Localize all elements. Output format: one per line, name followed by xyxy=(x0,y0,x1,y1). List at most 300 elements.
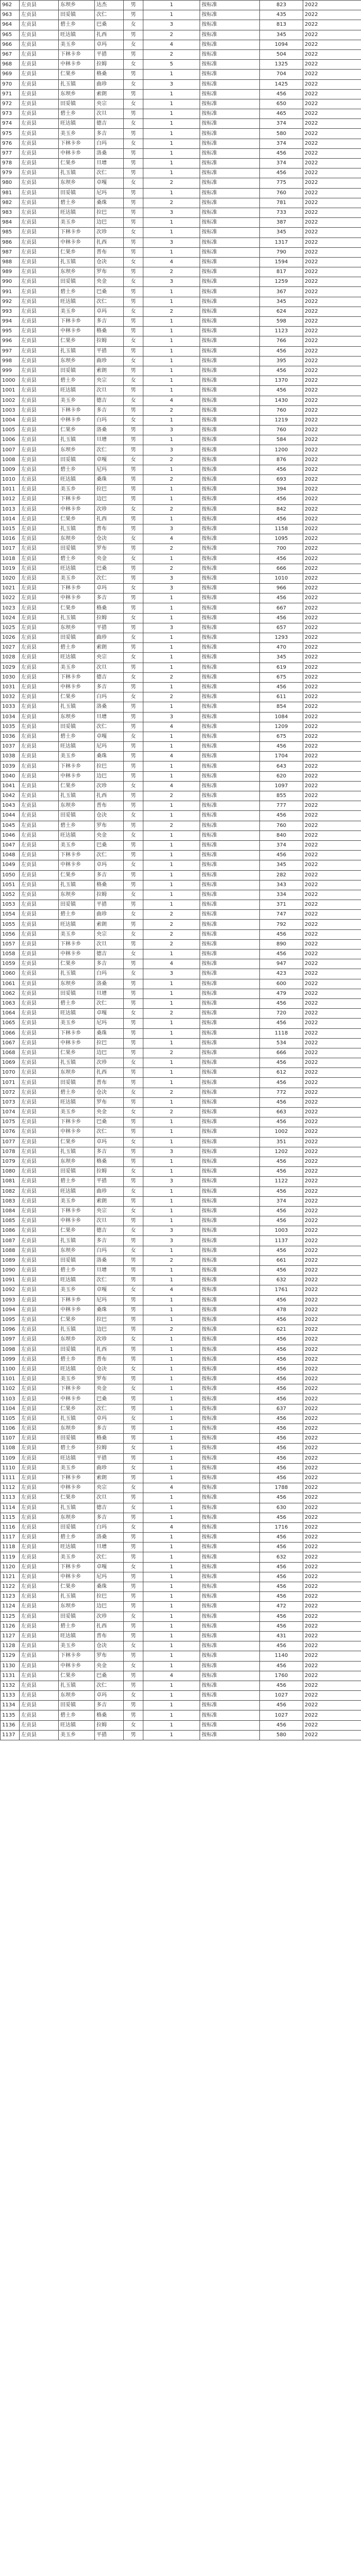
name-cell: 白玛 xyxy=(95,1522,124,1532)
assistance-type-cell: 按标准 xyxy=(200,722,260,732)
amount-cell: 598 xyxy=(260,317,303,327)
name-cell: 格桑 xyxy=(95,327,124,336)
township-cell: 扎玉镇 xyxy=(59,1058,95,1068)
table-row xyxy=(1,1533,361,1543)
assistance-type-cell: 按标准 xyxy=(200,1009,260,1019)
note-cell: 2022 xyxy=(303,1434,361,1444)
gender-cell: 女 xyxy=(124,119,143,129)
assistance-type-cell: 按标准 xyxy=(200,317,260,327)
row-number-cell: 1019 xyxy=(1,564,20,573)
note-cell: 2022 xyxy=(303,653,361,663)
assistance-type-cell: 按标准 xyxy=(200,1335,260,1345)
household-count-cell: 1 xyxy=(143,386,200,396)
row-number-cell: 1010 xyxy=(1,475,20,485)
gender-cell: 男 xyxy=(124,1592,143,1602)
note-cell: 2022 xyxy=(303,732,361,741)
note-cell: 2022 xyxy=(303,327,361,336)
household-count-cell: 1 xyxy=(143,702,200,712)
household-count-cell: 1 xyxy=(143,1315,200,1325)
name-cell: 罗布 xyxy=(95,1651,124,1661)
note-cell: 2022 xyxy=(303,870,361,880)
gender-cell: 男 xyxy=(124,1543,143,1552)
name-cell: 次仁 xyxy=(95,1276,124,1285)
note-cell: 2022 xyxy=(303,1503,361,1513)
name-cell: 洛桑 xyxy=(95,148,124,158)
township-cell: 田妥镇 xyxy=(59,811,95,821)
gender-cell: 女 xyxy=(124,376,143,386)
gender-cell: 男 xyxy=(124,1533,143,1543)
table-row xyxy=(1,584,361,594)
township-cell: 田妥镇 xyxy=(59,1434,95,1444)
township-cell: 碧土乡 xyxy=(59,1533,95,1543)
household-count-cell: 1 xyxy=(143,485,200,495)
name-cell: 桑珠 xyxy=(95,198,124,208)
note-cell: 2022 xyxy=(303,1078,361,1088)
row-number-cell: 990 xyxy=(1,277,20,287)
household-count-cell: 3 xyxy=(143,712,200,722)
gender-cell: 女 xyxy=(124,1522,143,1532)
note-cell: 2022 xyxy=(303,1641,361,1651)
amount-cell: 456 xyxy=(260,1157,303,1166)
gender-cell: 男 xyxy=(124,485,143,495)
county-cell: 左贡县 xyxy=(20,376,59,386)
name-cell: 次珍 xyxy=(95,1335,124,1345)
amount-cell: 675 xyxy=(260,672,303,682)
household-count-cell: 3 xyxy=(143,1177,200,1187)
note-cell: 2022 xyxy=(303,890,361,900)
assistance-type-cell: 按标准 xyxy=(200,1196,260,1206)
household-count-cell: 1 xyxy=(143,1394,200,1404)
name-cell: 罗布 xyxy=(95,544,124,554)
name-cell: 次仁 xyxy=(95,297,124,307)
household-count-cell: 1 xyxy=(143,336,200,346)
gender-cell: 男 xyxy=(124,267,143,277)
county-cell: 左贡县 xyxy=(20,70,59,79)
amount-cell: 456 xyxy=(260,950,303,959)
name-cell: 普布 xyxy=(95,1078,124,1088)
township-cell: 扎玉镇 xyxy=(59,1325,95,1335)
row-number-cell: 977 xyxy=(1,148,20,158)
amount-cell: 456 xyxy=(260,594,303,603)
household-count-cell: 2 xyxy=(143,475,200,485)
row-number-cell: 1063 xyxy=(1,998,20,1008)
row-number-cell: 968 xyxy=(1,60,20,70)
household-count-cell: 4 xyxy=(143,1285,200,1295)
household-count-cell: 1 xyxy=(143,1701,200,1710)
household-count-cell: 1 xyxy=(143,860,200,870)
assistance-type-cell: 按标准 xyxy=(200,188,260,198)
amount-cell: 456 xyxy=(260,1187,303,1196)
table-row xyxy=(1,1375,361,1384)
name-cell: 卓玛 xyxy=(95,307,124,316)
gender-cell: 男 xyxy=(124,1424,143,1434)
table-row xyxy=(1,524,361,534)
township-cell: 碧土乡 xyxy=(59,376,95,386)
gender-cell: 女 xyxy=(124,1058,143,1068)
county-cell: 左贡县 xyxy=(20,60,59,70)
household-count-cell: 3 xyxy=(143,445,200,455)
gender-cell: 女 xyxy=(124,336,143,346)
note-cell: 2022 xyxy=(303,1305,361,1315)
household-count-cell: 3 xyxy=(143,1226,200,1236)
township-cell: 中林卡乡 xyxy=(59,504,95,514)
row-number-cell: 1023 xyxy=(1,603,20,613)
amount-cell: 478 xyxy=(260,1305,303,1315)
gender-cell: 男 xyxy=(124,1701,143,1710)
table-row xyxy=(1,1354,361,1364)
note-cell: 2022 xyxy=(303,1325,361,1335)
county-cell: 左贡县 xyxy=(20,129,59,139)
name-cell: 卓玛 xyxy=(95,860,124,870)
assistance-type-cell: 按标准 xyxy=(200,208,260,217)
county-cell: 左贡县 xyxy=(20,1414,59,1423)
township-cell: 田妥镇 xyxy=(59,1522,95,1532)
row-number-cell: 966 xyxy=(1,40,20,49)
county-cell: 左贡县 xyxy=(20,1048,59,1058)
table-row xyxy=(1,1325,361,1335)
amount-cell: 1027 xyxy=(260,1691,303,1701)
row-number-cell: 964 xyxy=(1,20,20,30)
amount-cell: 367 xyxy=(260,287,303,297)
name-cell: 拉巴 xyxy=(95,761,124,771)
note-cell: 2022 xyxy=(303,514,361,524)
table-row xyxy=(1,1582,361,1592)
gender-cell: 女 xyxy=(124,307,143,316)
gender-cell: 男 xyxy=(124,129,143,139)
county-cell: 左贡县 xyxy=(20,840,59,850)
township-cell: 碧土乡 xyxy=(59,1621,95,1631)
table-row xyxy=(1,495,361,504)
township-cell: 旺达镇 xyxy=(59,1009,95,1019)
assistance-type-cell: 按标准 xyxy=(200,1167,260,1177)
township-cell: 旺达镇 xyxy=(59,1276,95,1285)
gender-cell: 男 xyxy=(124,1651,143,1661)
table-row xyxy=(1,89,361,99)
note-cell: 2022 xyxy=(303,129,361,139)
township-cell: 东坝乡 xyxy=(59,445,95,455)
table-row xyxy=(1,1216,361,1226)
row-number-cell: 1030 xyxy=(1,672,20,682)
row-number-cell: 1028 xyxy=(1,653,20,663)
assistance-type-cell: 按标准 xyxy=(200,860,260,870)
name-cell: 扎西 xyxy=(95,1621,124,1631)
row-number-cell: 1041 xyxy=(1,781,20,791)
assistance-type-cell: 按标准 xyxy=(200,455,260,465)
township-cell: 田妥镇 xyxy=(59,544,95,554)
assistance-type-cell: 按标准 xyxy=(200,1088,260,1097)
assistance-type-cell: 按标准 xyxy=(200,1127,260,1137)
note-cell: 2022 xyxy=(303,831,361,840)
name-cell: 央金 xyxy=(95,554,124,564)
gender-cell: 男 xyxy=(124,1097,143,1107)
row-number-cell: 1085 xyxy=(1,1216,20,1226)
township-cell: 扎玉镇 xyxy=(59,524,95,534)
township-cell: 中林卡乡 xyxy=(59,682,95,692)
assistance-type-cell: 按标准 xyxy=(200,1404,260,1414)
table-row xyxy=(1,1562,361,1572)
household-count-cell: 1 xyxy=(143,1335,200,1345)
amount-cell: 760 xyxy=(260,405,303,415)
township-cell: 中林卡乡 xyxy=(59,860,95,870)
note-cell: 2022 xyxy=(303,682,361,692)
assistance-type-cell: 按标准 xyxy=(200,1444,260,1453)
amount-cell: 1425 xyxy=(260,79,303,89)
assistance-type-cell: 按标准 xyxy=(200,10,260,20)
assistance-type-cell: 按标准 xyxy=(200,1621,260,1631)
household-count-cell: 2 xyxy=(143,564,200,573)
note-cell: 2022 xyxy=(303,504,361,514)
township-cell: 下林卡乡 xyxy=(59,405,95,415)
table-row xyxy=(1,1681,361,1690)
household-count-cell: 1 xyxy=(143,594,200,603)
name-cell: 平措 xyxy=(95,623,124,633)
note-cell: 2022 xyxy=(303,840,361,850)
table-row xyxy=(1,1671,361,1681)
note-cell: 2022 xyxy=(303,79,361,89)
table-row xyxy=(1,811,361,821)
table-row xyxy=(1,1720,361,1730)
township-cell: 中林卡乡 xyxy=(59,1038,95,1048)
gender-cell: 男 xyxy=(124,10,143,20)
household-count-cell: 1 xyxy=(143,1562,200,1572)
name-cell: 德吉 xyxy=(95,950,124,959)
amount-cell: 1094 xyxy=(260,40,303,49)
note-cell: 2022 xyxy=(303,811,361,821)
table-row xyxy=(1,504,361,514)
table-row xyxy=(1,1483,361,1493)
table-row xyxy=(1,1691,361,1701)
name-cell: 白玛 xyxy=(95,139,124,148)
table-row xyxy=(1,900,361,910)
amount-cell: 612 xyxy=(260,1068,303,1078)
assistance-type-cell: 按标准 xyxy=(200,1019,260,1028)
household-count-cell: 1 xyxy=(143,1513,200,1522)
row-number-cell: 1012 xyxy=(1,495,20,504)
row-number-cell: 993 xyxy=(1,307,20,316)
amount-cell: 766 xyxy=(260,336,303,346)
table-row xyxy=(1,1196,361,1206)
township-cell: 碧土乡 xyxy=(59,1444,95,1453)
note-cell: 2022 xyxy=(303,1612,361,1621)
row-number-cell: 1130 xyxy=(1,1661,20,1671)
assistance-type-cell: 按标准 xyxy=(200,742,260,752)
table-row xyxy=(1,950,361,959)
assistance-type-cell: 按标准 xyxy=(200,1364,260,1374)
amount-cell: 374 xyxy=(260,119,303,129)
county-cell: 左贡县 xyxy=(20,1117,59,1127)
assistance-type-cell: 按标准 xyxy=(200,1631,260,1641)
household-count-cell: 1 xyxy=(143,633,200,643)
assistance-type-cell: 按标准 xyxy=(200,1641,260,1651)
household-count-cell: 2 xyxy=(143,1325,200,1335)
township-cell: 扎玉镇 xyxy=(59,702,95,712)
household-count-cell: 3 xyxy=(143,238,200,247)
name-cell: 德吉 xyxy=(95,1226,124,1236)
name-cell: 央金 xyxy=(95,1661,124,1671)
township-cell: 扎玉镇 xyxy=(59,257,95,267)
amount-cell: 760 xyxy=(260,821,303,831)
note-cell: 2022 xyxy=(303,692,361,702)
row-number-cell: 1107 xyxy=(1,1434,20,1444)
gender-cell: 男 xyxy=(124,1602,143,1612)
township-cell: 下林卡乡 xyxy=(59,1473,95,1483)
county-cell: 左贡县 xyxy=(20,1266,59,1276)
amount-cell: 456 xyxy=(260,1621,303,1631)
name-cell: 旦增 xyxy=(95,159,124,168)
name-cell: 次旦 xyxy=(95,109,124,119)
county-cell: 左贡县 xyxy=(20,1216,59,1226)
assistance-type-cell: 按标准 xyxy=(200,1295,260,1305)
gender-cell: 男 xyxy=(124,1276,143,1285)
gender-cell: 男 xyxy=(124,317,143,327)
amount-cell: 1010 xyxy=(260,573,303,583)
township-cell: 碧土乡 xyxy=(59,109,95,119)
assistance-type-cell: 按标准 xyxy=(200,267,260,277)
row-number-cell: 1036 xyxy=(1,732,20,741)
name-cell: 次旦 xyxy=(95,939,124,949)
note-cell: 2022 xyxy=(303,1463,361,1473)
township-cell: 碧土乡 xyxy=(59,1710,95,1720)
township-cell: 下林卡乡 xyxy=(59,317,95,327)
row-number-cell: 1042 xyxy=(1,791,20,801)
county-cell: 左贡县 xyxy=(20,801,59,811)
amount-cell: 479 xyxy=(260,989,303,998)
household-count-cell: 1 xyxy=(143,732,200,741)
row-number-cell: 992 xyxy=(1,297,20,307)
table-row xyxy=(1,929,361,939)
gender-cell: 女 xyxy=(124,1444,143,1453)
note-cell: 2022 xyxy=(303,663,361,672)
household-count-cell: 1 xyxy=(143,1453,200,1463)
gender-cell: 男 xyxy=(124,1354,143,1364)
row-number-cell: 1095 xyxy=(1,1315,20,1325)
row-number-cell: 1113 xyxy=(1,1493,20,1503)
household-count-cell: 1 xyxy=(143,465,200,474)
row-number-cell: 997 xyxy=(1,346,20,356)
gender-cell: 男 xyxy=(124,1117,143,1127)
amount-cell: 456 xyxy=(260,168,303,178)
amount-cell: 456 xyxy=(260,1295,303,1305)
amount-cell: 840 xyxy=(260,831,303,840)
assistance-type-cell: 按标准 xyxy=(200,504,260,514)
amount-cell: 704 xyxy=(260,70,303,79)
row-number-cell: 962 xyxy=(1,1,20,10)
row-number-cell: 1011 xyxy=(1,485,20,495)
note-cell: 2022 xyxy=(303,781,361,791)
row-number-cell: 1060 xyxy=(1,969,20,979)
row-number-cell: 1115 xyxy=(1,1513,20,1522)
table-row xyxy=(1,49,361,59)
row-number-cell: 1078 xyxy=(1,1147,20,1157)
amount-cell: 813 xyxy=(260,20,303,30)
county-cell: 左贡县 xyxy=(20,1038,59,1048)
note-cell: 2022 xyxy=(303,910,361,920)
household-count-cell: 1 xyxy=(143,435,200,445)
row-number-cell: 1088 xyxy=(1,1246,20,1256)
note-cell: 2022 xyxy=(303,376,361,386)
name-cell: 卓嘎 xyxy=(95,1562,124,1572)
gender-cell: 女 xyxy=(124,613,143,623)
gender-cell: 男 xyxy=(124,405,143,415)
row-number-cell: 1090 xyxy=(1,1266,20,1276)
note-cell: 2022 xyxy=(303,307,361,316)
note-cell: 2022 xyxy=(303,771,361,781)
name-cell: 多吉 xyxy=(95,405,124,415)
row-number-cell: 983 xyxy=(1,208,20,217)
name-cell: 扎西 xyxy=(95,1345,124,1354)
gender-cell: 男 xyxy=(124,959,143,969)
amount-cell: 456 xyxy=(260,1097,303,1107)
row-number-cell: 1087 xyxy=(1,1236,20,1246)
note-cell: 2022 xyxy=(303,178,361,188)
township-cell: 中林卡乡 xyxy=(59,415,95,425)
household-count-cell: 3 xyxy=(143,426,200,435)
note-cell: 2022 xyxy=(303,366,361,376)
gender-cell: 女 xyxy=(124,929,143,939)
table-row xyxy=(1,1068,361,1078)
amount-cell: 456 xyxy=(260,1058,303,1068)
row-number-cell: 1037 xyxy=(1,742,20,752)
amount-cell: 1095 xyxy=(260,534,303,544)
assistance-type-cell: 按标准 xyxy=(200,376,260,386)
note-cell: 2022 xyxy=(303,712,361,722)
row-number-cell: 1050 xyxy=(1,870,20,880)
row-number-cell: 1108 xyxy=(1,1444,20,1453)
gender-cell: 男 xyxy=(124,495,143,504)
amount-cell: 1097 xyxy=(260,781,303,791)
county-cell: 左贡县 xyxy=(20,929,59,939)
township-cell: 中林卡乡 xyxy=(59,60,95,70)
township-cell: 东坝乡 xyxy=(59,1424,95,1434)
assistance-type-cell: 按标准 xyxy=(200,426,260,435)
table-row xyxy=(1,79,361,89)
assistance-type-cell: 按标准 xyxy=(200,1533,260,1543)
table-row xyxy=(1,307,361,316)
household-count-cell: 1 xyxy=(143,109,200,119)
township-cell: 仁果乡 xyxy=(59,1493,95,1503)
row-number-cell: 1025 xyxy=(1,623,20,633)
name-cell: 次仁 xyxy=(95,722,124,732)
table-row xyxy=(1,455,361,465)
note-cell: 2022 xyxy=(303,1345,361,1354)
note-cell: 2022 xyxy=(303,405,361,415)
name-cell: 白玛 xyxy=(95,1246,124,1256)
household-count-cell: 1 xyxy=(143,119,200,129)
table-row xyxy=(1,396,361,405)
assistance-type-cell: 按标准 xyxy=(200,554,260,564)
note-cell: 2022 xyxy=(303,109,361,119)
name-cell: 拉巴 xyxy=(95,1315,124,1325)
assistance-type-cell: 按标准 xyxy=(200,1078,260,1088)
gender-cell: 男 xyxy=(124,682,143,692)
table-row xyxy=(1,1187,361,1196)
note-cell: 2022 xyxy=(303,633,361,643)
name-cell: 格桑 xyxy=(95,1434,124,1444)
township-cell: 东坝乡 xyxy=(59,890,95,900)
amount-cell: 456 xyxy=(260,1473,303,1483)
assistance-type-cell: 按标准 xyxy=(200,880,260,890)
table-row xyxy=(1,218,361,228)
table-row xyxy=(1,998,361,1008)
assistance-type-cell: 按标准 xyxy=(200,1463,260,1473)
note-cell: 2022 xyxy=(303,247,361,257)
row-number-cell: 1009 xyxy=(1,465,20,474)
row-number-cell: 1106 xyxy=(1,1424,20,1434)
county-cell: 左贡县 xyxy=(20,1701,59,1710)
township-cell: 美玉乡 xyxy=(59,1108,95,1117)
gender-cell: 男 xyxy=(124,30,143,40)
gender-cell: 男 xyxy=(124,109,143,119)
